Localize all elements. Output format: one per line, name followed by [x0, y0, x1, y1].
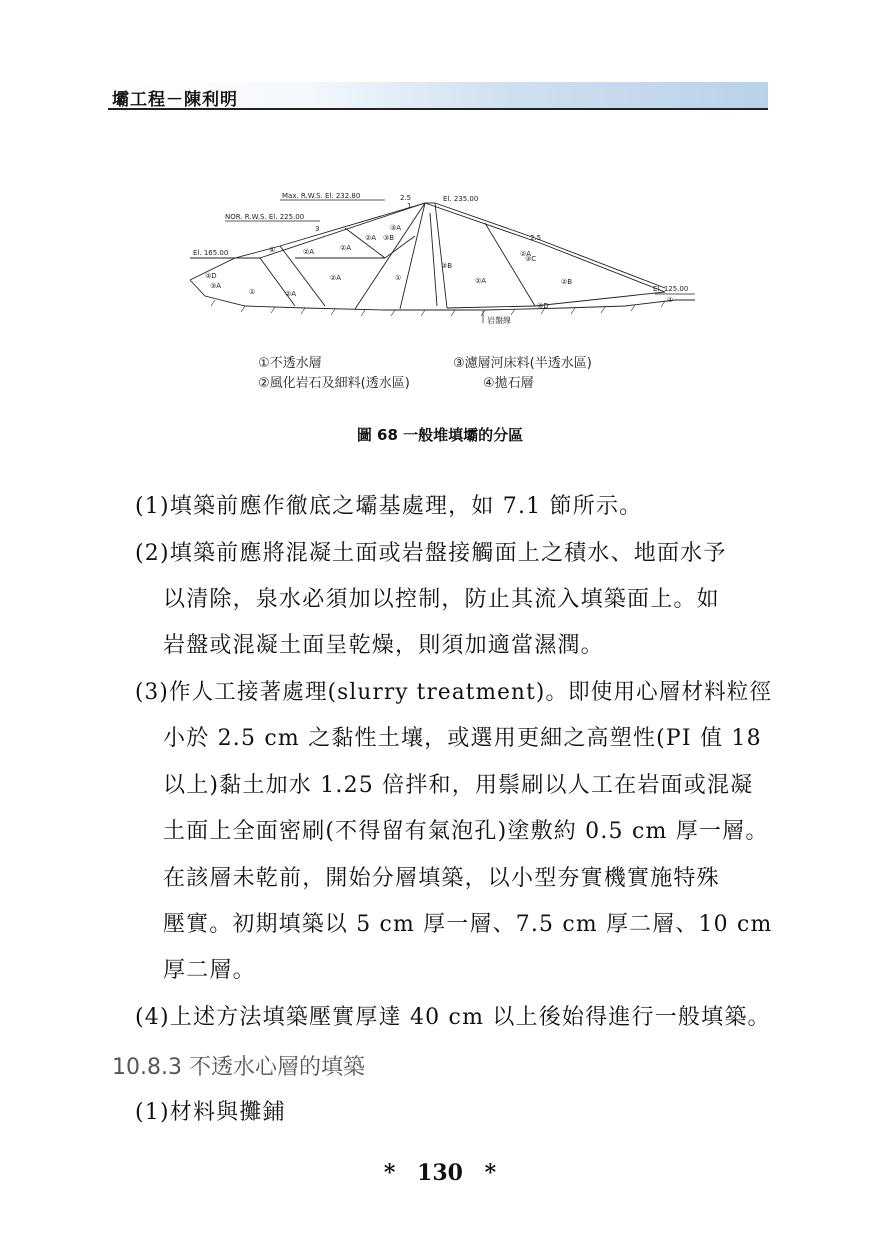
sub-item-heading: (1)材料與攤鋪 — [135, 1100, 286, 1125]
paragraph-line: 岩盤或混凝土面呈乾燥，則須加適當濕潤。 — [163, 633, 604, 658]
paragraph-line: (3)作人工接著處理(slurry treatment)。即使用心層材料粒徑 — [135, 680, 773, 705]
svg-text:②B: ②B — [561, 278, 573, 286]
paragraph-line: 厚二層。 — [163, 958, 256, 983]
label-slope-up: 2.5 — [400, 194, 412, 202]
svg-text:③D: ③D — [537, 302, 549, 310]
paragraph-line: (1)填築前應作徹底之壩基處理，如 7.1 節所示。 — [135, 494, 643, 519]
paragraph-line: 在該層未乾前，開始分層填築，以小型夯實機實施特殊 — [163, 866, 720, 891]
svg-text:①: ① — [395, 274, 402, 282]
paragraph-line: 以清除，泉水必須加以控制，防止其流入填築面上。如 — [163, 587, 720, 612]
label-nor-rws: NOR. R.W.S. El. 225.00 — [225, 213, 305, 221]
label-berm: 3 — [315, 225, 320, 233]
label-bedrock: 岩盤線 — [487, 316, 511, 325]
svg-text:②A: ②A — [340, 244, 352, 252]
paragraph-line: 壓實。初期填築以 5 cm 厚一層、7.5 cm 厚二層、10 cm — [163, 912, 773, 937]
svg-text:③A: ③A — [390, 224, 402, 232]
svg-text:②A: ②A — [520, 250, 532, 258]
paragraph-line: (2)填築前應將混凝土面或岩盤接觸面上之積水、地面水予 — [135, 541, 727, 566]
section-heading: 10.8.3 不透水心層的填築 — [112, 1055, 365, 1080]
svg-text:③A: ③A — [210, 282, 222, 290]
dam-cross-section-diagram — [185, 188, 705, 338]
svg-text:②A: ②A — [365, 234, 377, 242]
legend-item: ①不透水層 — [258, 356, 322, 371]
legend-item: ③濾層河床料(半透水區) — [453, 356, 592, 371]
label-el125: El. 125.00 — [653, 285, 689, 293]
svg-text:②A: ②A — [303, 248, 315, 256]
label-el165: El. 165.00 — [193, 249, 229, 257]
svg-text:③D: ③D — [205, 272, 217, 280]
label-slope-up2: 1 — [407, 202, 412, 210]
svg-text:③C: ③C — [525, 255, 537, 263]
running-header — [108, 82, 768, 110]
paragraph-line: 土面上全面密刷(不得留有氣泡孔)塗敷約 0.5 cm 厚一層。 — [163, 819, 769, 844]
page-number: * 130 * — [383, 1160, 497, 1186]
figure-caption: 圖 68 一般堆填壩的分區 — [356, 426, 524, 444]
dam-zoning-figure — [185, 188, 705, 338]
label-crest: El. 235.00 — [443, 195, 479, 203]
svg-text:③B: ③B — [441, 262, 453, 270]
label-slope-dn: 2.5 — [530, 234, 542, 242]
svg-text:①: ① — [249, 288, 256, 296]
svg-text:③B: ③B — [383, 234, 395, 242]
svg-text:②A: ②A — [285, 290, 297, 298]
paragraph-line: 以上)黏土加水 1.25 倍拌和，用鬃刷以人工在岩面或混凝 — [163, 773, 754, 798]
svg-text:④: ④ — [667, 296, 674, 304]
svg-text:②A: ②A — [475, 277, 487, 285]
header-title: 壩工程－陳利明 — [112, 90, 238, 110]
label-max-rws: Max. R.W.S. El. 232.80 — [282, 192, 361, 200]
paragraph-line: 小於 2.5 cm 之黏性土壤，或選用更細之高塑性(PI 值 18 — [163, 726, 762, 751]
svg-text:④: ④ — [269, 246, 276, 254]
svg-text:②A: ②A — [330, 274, 342, 282]
paragraph-line: (4)上述方法填築壓實厚達 40 cm 以上後始得進行一般填築。 — [135, 1005, 771, 1030]
legend-item: ④拋石層 — [483, 376, 534, 391]
legend-item: ②風化岩石及細料(透水區) — [258, 376, 410, 391]
